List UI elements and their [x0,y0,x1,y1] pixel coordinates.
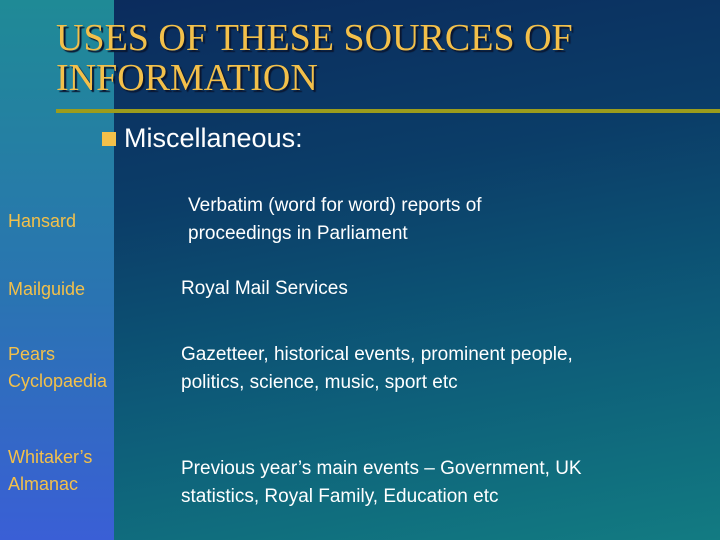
source-label-line: Hansard [8,211,77,231]
source-label-line: Almanac [8,474,79,494]
source-description-line: proceedings in Parliament [188,223,408,244]
source-label-line: Whitaker’s [8,447,93,467]
source-description-line: Royal Mail Services [181,278,348,299]
title-underline-rule [56,109,720,113]
source-description-line: Previous year’s main events – Government, UK [181,458,582,479]
source-label-pears-cyclopaedia [8,341,107,395]
source-description-whitakers-almanac [181,455,582,511]
source-description-pears-cyclopaedia [181,341,573,397]
source-label-mailguide [8,276,85,303]
source-label-line: Mailguide [8,279,86,299]
source-description-hansard [188,192,482,248]
bullet-text: Miscellaneous: [124,123,303,153]
source-label-whitakers-almanac [8,444,92,498]
source-description-mailguide [181,275,348,303]
slide-title: USES OF THESE SOURCES OF INFORMATION [56,17,573,99]
source-label-line: Cyclopaedia [8,371,108,391]
source-description-line: Gazetteer, historical events, prominent people, [181,344,573,365]
source-description-line: statistics, Royal Family, Education etc [181,486,499,507]
source-label-line: Pears [8,344,56,364]
source-description-line: politics, science, music, sport etc [181,372,458,393]
bullet-item [102,122,303,154]
source-description-line: Verbatim (word for word) reports of [188,195,482,216]
source-label-hansard [8,208,76,235]
square-bullet-icon [102,132,116,146]
